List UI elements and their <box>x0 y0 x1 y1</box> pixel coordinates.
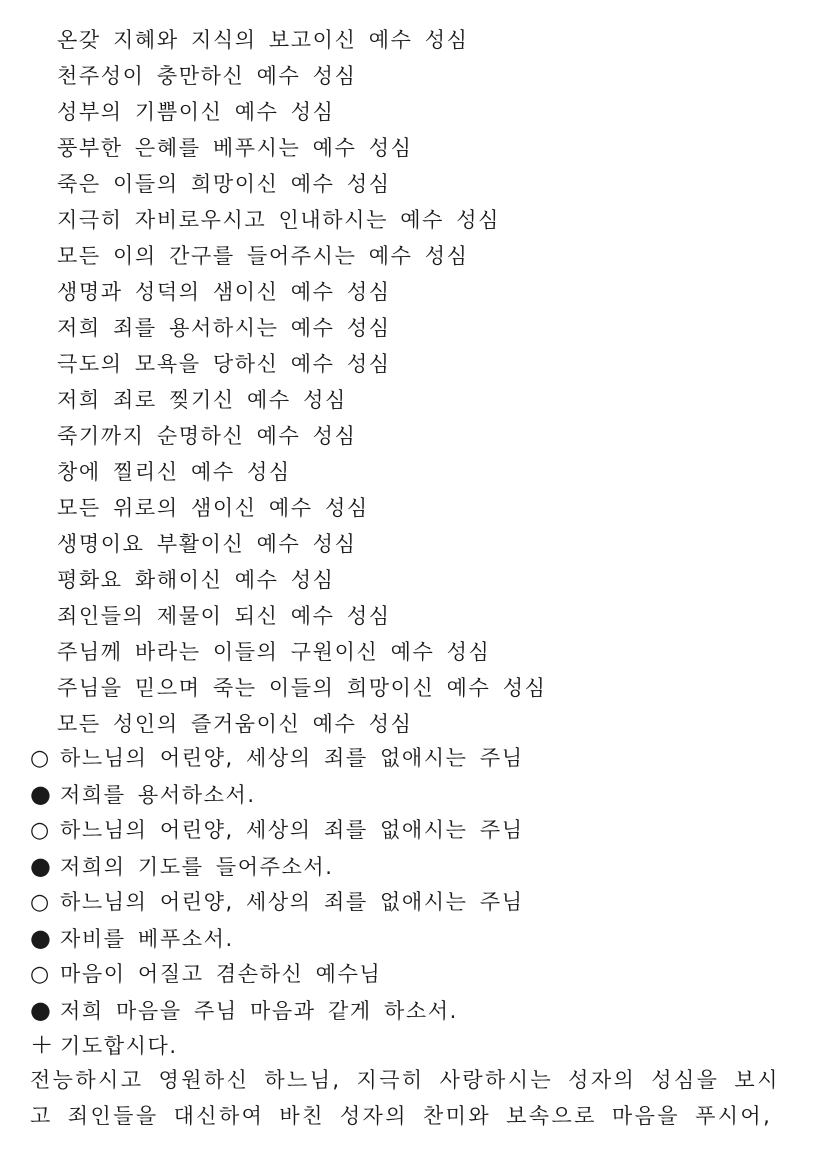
response-text: 기도합시다. <box>60 1034 178 1058</box>
litany-line: 저희 죄를 용서하시는 예수 성심 <box>57 316 391 340</box>
litany-line: 성부의 기쁨이신 예수 성심 <box>57 100 335 124</box>
prayer-line: 전능하시고 영원하신 하느님, 지극히 사랑하시는 성자의 성심을 보시 <box>30 1068 780 1092</box>
litany-line: 죄인들의 제물이 되신 예수 성심 <box>57 604 391 628</box>
response-line <box>30 960 381 989</box>
response-text: 하느님의 어린양, 세상의 죄를 없애시는 주님 <box>60 746 524 770</box>
litany-line: 주님께 바라는 이들의 구원이신 예수 성심 <box>57 640 491 664</box>
filled-circle-icon: ● <box>30 852 53 880</box>
response-line <box>30 852 334 881</box>
litany-line: 천주성이 충만하신 예수 성심 <box>57 64 357 88</box>
litany-line: 주님을 믿으며 죽는 이들의 희망이신 예수 성심 <box>57 676 547 700</box>
open-circle-icon: ○ <box>30 890 51 915</box>
response-line <box>30 744 524 773</box>
response-line <box>30 1027 178 1060</box>
response-line <box>30 924 234 953</box>
filled-circle-icon: ● <box>30 924 53 952</box>
litany-line: 모든 성인의 즐거움이신 예수 성심 <box>57 712 413 736</box>
response-text: 저희의 기도를 들어주소서. <box>60 855 334 879</box>
response-text: 저희를 용서하소서. <box>60 783 256 807</box>
filled-circle-icon: ● <box>30 780 53 808</box>
response-text: 자비를 베푸소서. <box>60 927 234 951</box>
cross-icon: + <box>30 1027 56 1060</box>
litany-line: 모든 이의 간구를 들어주시는 예수 성심 <box>57 244 469 268</box>
litany-line: 죽은 이들의 희망이신 예수 성심 <box>57 172 391 196</box>
prayer-line: 고 죄인들을 대신하여 바친 성자의 찬미와 보속으로 마음을 푸시어, <box>30 1104 773 1128</box>
open-circle-icon: ○ <box>30 962 51 987</box>
litany-line: 극도의 모욕을 당하신 예수 성심 <box>57 352 391 376</box>
litany-line: 생명과 성덕의 샘이신 예수 성심 <box>57 280 391 304</box>
litany-line: 평화요 화해이신 예수 성심 <box>57 568 335 592</box>
open-circle-icon: ○ <box>30 818 51 843</box>
open-circle-icon: ○ <box>30 746 51 771</box>
litany-line: 죽기까지 순명하신 예수 성심 <box>57 424 357 448</box>
response-text: 하느님의 어린양, 세상의 죄를 없애시는 주님 <box>60 890 524 914</box>
response-line <box>30 996 458 1025</box>
litany-line: 저희 죄로 찢기신 예수 성심 <box>57 388 347 412</box>
response-text: 마음이 어질고 겸손하신 예수님 <box>60 962 382 986</box>
litany-line: 지극히 자비로우시고 인내하시는 예수 성심 <box>57 208 501 232</box>
response-text: 하느님의 어린양, 세상의 죄를 없애시는 주님 <box>60 818 524 842</box>
response-text: 저희 마음을 주님 마음과 같게 하소서. <box>60 999 458 1023</box>
litany-line: 모든 위로의 샘이신 예수 성심 <box>57 496 369 520</box>
litany-line: 생명이요 부활이신 예수 성심 <box>57 532 357 556</box>
litany-line: 온갖 지혜와 지식의 보고이신 예수 성심 <box>57 28 469 52</box>
filled-circle-icon: ● <box>30 996 53 1024</box>
response-line <box>30 816 524 845</box>
response-line <box>30 780 256 809</box>
litany-line: 풍부한 은혜를 베푸시는 예수 성심 <box>57 136 413 160</box>
response-line <box>30 888 524 917</box>
litany-line: 창에 찔리신 예수 성심 <box>57 460 291 484</box>
